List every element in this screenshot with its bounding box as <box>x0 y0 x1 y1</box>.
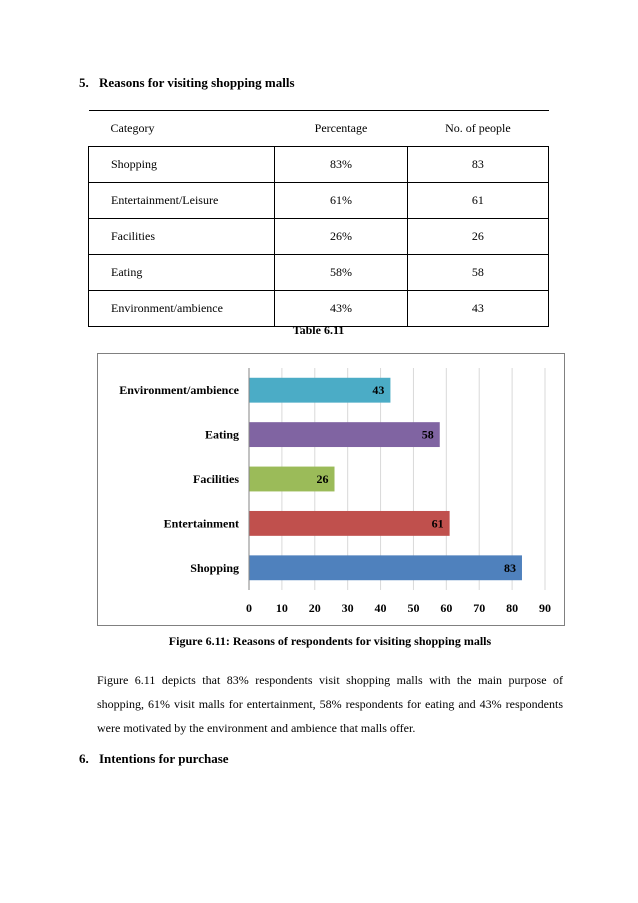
x-tick-label: 10 <box>275 601 288 615</box>
data-label: 58 <box>421 427 434 442</box>
x-tick-label: 0 <box>246 601 252 615</box>
data-label: 83 <box>503 560 516 575</box>
table-cell: Shopping <box>89 147 275 183</box>
x-tick-label: 90 <box>539 601 551 615</box>
table-cell: Entertainment/Leisure <box>89 183 275 219</box>
category-label: Shopping <box>190 560 239 575</box>
data-label: 43 <box>372 383 385 398</box>
section-6-heading <box>79 751 229 767</box>
data-label: 26 <box>316 472 329 486</box>
x-tick-label: 20 <box>308 601 321 615</box>
table-caption: Table 6.11 <box>292 323 345 337</box>
table-row <box>89 255 549 291</box>
category-label: Facilities <box>193 472 239 486</box>
table-row <box>89 291 549 327</box>
table-header-row <box>89 111 549 147</box>
bar <box>249 511 450 536</box>
x-tick-label: 40 <box>374 601 387 615</box>
x-tick-label: 80 <box>506 601 519 615</box>
category-label: Environment/ambience <box>119 383 239 398</box>
table-cell: Facilities <box>89 219 275 255</box>
table-cell: 83 <box>407 147 548 183</box>
category-label: Eating <box>204 427 239 442</box>
section-6-title: Intentions for purchase <box>99 751 229 766</box>
table-cell: 58 <box>407 255 548 291</box>
section-5-heading <box>79 75 295 91</box>
bar-chart <box>97 353 565 626</box>
figure-caption: Figure 6.11: Reasons of respondents for visiting shopping malls <box>168 634 492 648</box>
table-header-category: Category <box>89 111 275 147</box>
table-header-people: No. of people <box>407 111 548 147</box>
body-paragraph: Figure 6.11 depicts that 83% respondents visit shopping malls with the main purpose of shopping, 61% visit malls for entertainment, 58% respondents for eating and 43% respondents were motivated by the environment and ambience that malls offer. <box>97 673 563 735</box>
table-cell: 61% <box>275 183 408 219</box>
table-cell: Environment/ambience <box>89 291 275 327</box>
x-tick-label: 60 <box>440 601 453 615</box>
category-label: Entertainment <box>163 516 239 531</box>
bar-chart-svg <box>98 354 564 625</box>
table-cell: 26% <box>275 219 408 255</box>
section-5-number: 5. <box>79 75 89 90</box>
table-cell: 83% <box>275 147 408 183</box>
table-cell: 61 <box>407 183 548 219</box>
table-cell: 26 <box>407 219 548 255</box>
bar <box>249 378 390 403</box>
x-tick-label: 30 <box>341 601 354 615</box>
table-cell: 58% <box>275 255 408 291</box>
bar <box>249 555 522 580</box>
table-cell: 43 <box>407 291 548 327</box>
section-5-title: Reasons for visiting shopping malls <box>99 75 295 90</box>
table-row <box>89 147 549 183</box>
table-header-percentage: Percentage <box>275 111 408 147</box>
table-cell: 43% <box>275 291 408 327</box>
reasons-table <box>88 110 549 327</box>
section-6-number: 6. <box>79 751 89 766</box>
x-tick-label: 50 <box>407 601 420 615</box>
table-cell: Eating <box>89 255 275 291</box>
table-row <box>89 219 549 255</box>
bar <box>249 422 440 447</box>
data-label: 61 <box>431 516 444 531</box>
x-tick-label: 70 <box>473 601 486 615</box>
table-row <box>89 183 549 219</box>
